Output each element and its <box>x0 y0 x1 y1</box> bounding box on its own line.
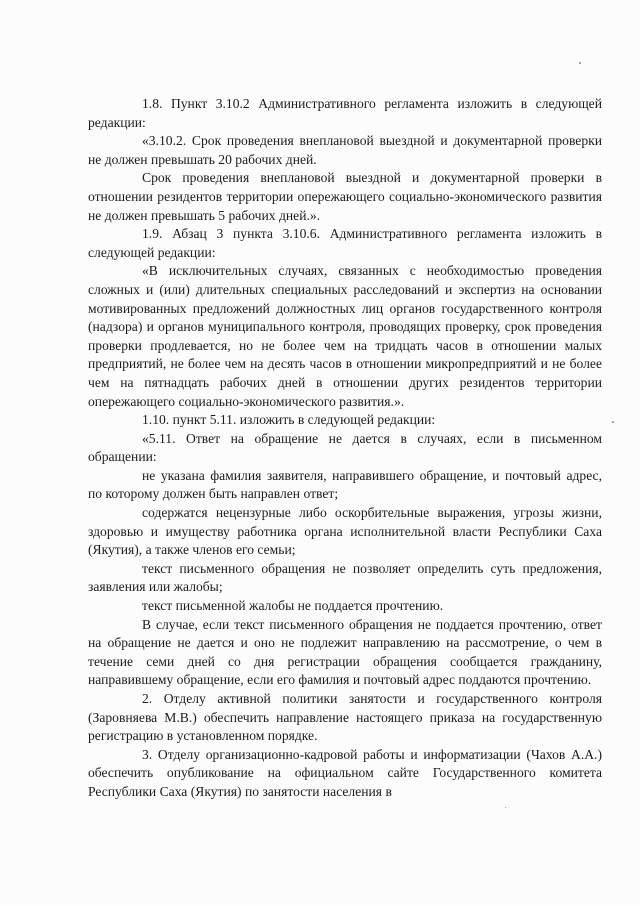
list-item-no-surname: не указана фамилия заявителя, направившего обращение, и почтовый адрес, по которому должен быть направлен ответ; <box>88 467 602 502</box>
paragraph-1-9: 1.9. Абзац 3 пункта 3.10.6. Административного регламента изложить в следующей редакции: <box>88 226 602 260</box>
paragraph-2: 2. Отделу активной политики занятости и государственного контроля (Заровняева М.В.) обеспечить направление настоящего приказа на государственную регистрацию в установленном порядке. <box>88 691 602 744</box>
paragraph-5-11: «5.11. Ответ на обращение не дается в случаях, если в письменном обращении: <box>88 430 602 465</box>
scan-speck <box>612 421 614 423</box>
list-item-unreadable: текст письменной жалобы не поддается прочтению. <box>142 598 444 614</box>
scan-speck <box>505 807 506 808</box>
paragraph-3-10-2: «3.10.2. Срок проведения внеплановой выездной и документарной проверки не должен превышать 20 рабочих дней. <box>88 133 602 167</box>
list-item-obscene: содержатся нецензурные либо оскорбительные выражения, угрозы жизни, здоровью и имуществу работника органа исполнительной власти Республики Саха (Якутия), а также членов его семьи; <box>88 505 602 558</box>
scan-speck <box>579 62 581 64</box>
paragraph-1-8: 1.8. Пункт 3.10.2 Административного регламента изложить в следующей редакции: <box>88 96 602 130</box>
paragraph-3: 3. Отделу организационно-кадровой работы и информатизации (Чахов А.А.) обеспечить опубликование на официальном сайте Государственного комитета Республики Саха (Якутия) по занятости населения в <box>88 746 602 799</box>
document-body <box>88 95 602 802</box>
paragraph-exceptional-cases: «В исключительных случаях, связанных с необходимостью проведения сложных и (или) длительных специальных расследований и экспертиз на основании мотивированных предложений должностных лиц органов государственного контроля (надзора) и органов муниципального контроля, проводящих проверку, срок проведения проверки продлевается, но не более чем на тридцать часов в отношении малых предприятий, не более чем на десять часов в отношении микропредприятий и не более чем на пятнадцать рабочих дней в отношении других резидентов территории опережающего социально-экономического развития.». <box>88 263 602 409</box>
paragraph-1-10: 1.10. пункт 5.11. изложить в следующей редакции: <box>142 412 436 428</box>
paragraph-3-10-2-residents: Срок проведения внеплановой выездной и документарной проверки в отношении резидентов территории опережающего социально-экономического развития не должен превышать 5 рабочих дней.». <box>88 170 602 223</box>
paragraph-unreadable-case: В случае, если текст письменного обращения не поддается прочтению, ответ на обращение не дается и оно не подлежит направлению на рассмотрение, о чем в течение семи дней со дня регистрации обращения сообщается гражданину, направившему обращение, если его фамилия и почтовый адрес поддаются прочтению. <box>88 616 602 688</box>
list-item-no-essence: текст письменного обращения не позволяет определить суть предложения, заявления или жалобы; <box>88 560 602 595</box>
